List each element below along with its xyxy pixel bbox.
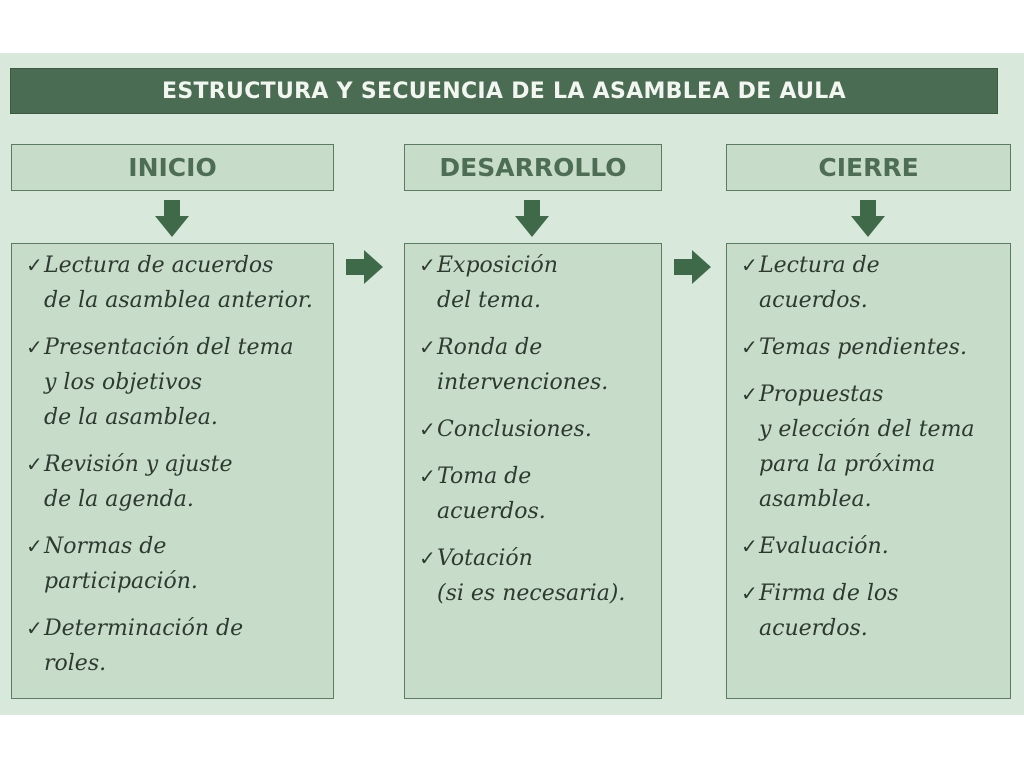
check-icon: ✓: [419, 253, 436, 277]
list-cierre: [726, 243, 1011, 699]
list-item: ✓ Firma de los acuerdos.: [741, 576, 1002, 646]
header-label: CIERRE: [818, 153, 919, 182]
list-item: ✓ Exposición del tema.: [419, 248, 653, 318]
list-item: ✓ Presentación del tema y los objetivos de la asamblea.: [26, 330, 325, 435]
check-icon: ✓: [741, 382, 758, 406]
check-icon: ✓: [741, 335, 758, 359]
list-item: ✓ Votación (si es necesaria).: [419, 541, 653, 611]
list-item: ✓ Lectura de acuerdos.: [741, 248, 1002, 318]
list-desarrollo: [404, 243, 662, 699]
check-icon: ✓: [419, 335, 436, 359]
arrow-right-icon: [346, 250, 384, 284]
check-icon: ✓: [741, 581, 758, 605]
check-icon: ✓: [26, 253, 43, 277]
check-icon: ✓: [26, 335, 43, 359]
list-item: ✓ Revisión y ajuste de la agenda.: [26, 447, 325, 517]
list-item: ✓ Toma de acuerdos.: [419, 459, 653, 529]
header-cierre: [726, 144, 1011, 191]
list-item: ✓ Ronda de intervenciones.: [419, 330, 653, 400]
check-icon: ✓: [26, 534, 43, 558]
arrow-down-icon: [514, 200, 550, 238]
list-item: ✓ Lectura de acuerdos de la asamblea anterior.: [26, 248, 325, 318]
arrow-down-icon: [850, 200, 886, 238]
list-inicio: [11, 243, 334, 699]
check-icon: ✓: [419, 417, 436, 441]
check-icon: ✓: [26, 616, 43, 640]
arrow-right-icon: [674, 250, 712, 284]
header-label: DESARROLLO: [439, 153, 627, 182]
arrow-down-icon: [154, 200, 190, 238]
header-desarrollo: [404, 144, 662, 191]
list-item: ✓ Propuestas y elección del tema para la próxima asamblea.: [741, 377, 1002, 517]
list-item: ✓ Determinación de roles.: [26, 611, 325, 681]
diagram-title: ESTRUCTURA Y SECUENCIA DE LA ASAMBLEA DE AULA: [162, 78, 846, 104]
list-item: ✓ Normas de participación.: [26, 529, 325, 599]
list-item: ✓ Temas pendientes.: [741, 330, 1002, 365]
check-icon: ✓: [741, 253, 758, 277]
check-icon: ✓: [419, 546, 436, 570]
header-inicio: [11, 144, 334, 191]
list-item: ✓ Conclusiones.: [419, 412, 653, 447]
header-label: INICIO: [128, 153, 217, 182]
title-bar: [10, 68, 998, 114]
check-icon: ✓: [741, 534, 758, 558]
list-item: ✓ Evaluación.: [741, 529, 1002, 564]
check-icon: ✓: [419, 464, 436, 488]
check-icon: ✓: [26, 452, 43, 476]
